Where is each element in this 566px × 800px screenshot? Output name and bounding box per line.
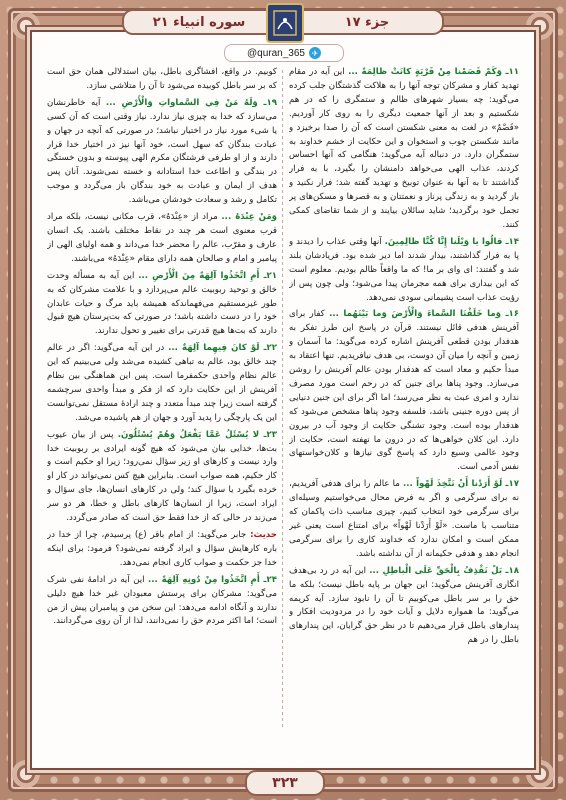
verse-heading: ۱۹ـ وَلَهُ مَنْ فِي السَّماواتِ وَالْأَرْضِ ... — [105, 97, 277, 108]
verse-heading: ۲۲ـ لَوْ كانَ فِيهِما آلِهَةٌ ... — [168, 343, 277, 354]
commentary-text: در این آیه می‌گوید: اگر در عالم چند خالق بود، عالم به تباهی کشیده می‌شد ولی می‌بینیم که این عالم نظام واحدی حکمفرما است. پس این هماهنگی بین نظام آفرینش از این حکایت دارد که از فکر و مبدأ واحدی سرچشمه گرفته است زیرا چند مبدأ متعدد و چند ارادهٔ مستقل نمی‌توانست این یک پارچگی را پدید آورد و جهان از هم پاشیده می‌شد. — [47, 343, 277, 423]
commentary-text: این آیه به مسأله وحدت خالق و توحید ربوبیت عالم می‌پردازد و با علامت مشرکان که به طور غیرمستقیم می‌فهماندکه همیشه باید مرگ و حیات عابدان خود را در دست داشته باشد؛ در صورتی که بت‌پرستان هیچ قبول دارند که بت‌ها هیچ قدرتی برای تغییر و تحول ندارند. — [47, 270, 277, 337]
commentary-text: کفار برای آفرینش هدفی قائل نیستند. قرآن در پاسخ این طرز تفکر به هدفدار بودن قطعی آفرینش اشاره کرده می‌گوید: ما آسمان و زمین و آنچه را میان آن دوست، بی هدف نیافریدیم. تنها اعتقاد به مبدأ حکیم و معاد است که هدفدار بودن عالم آفرینش را روشن می‌سازد. وجود پناها برای جنین که در رحم است مورد مصرف ندارد و امری عبث به نظر می‌رسد؛ اما اگر برای این جنین دنیایی از پس دوره جنینی باشد، فلسفه وجود پناها مشخص می‌شود که هدفدار بوده است. وجود تشنگی حکایت از وجود آب در بیرون دارد. این کلان خواهی‌ها که در درون ما نهفته است، حکایت از وجود عالمی وسیع دارد که پاسخ گوی نیازها و کلان‌خواستهای نفس آدمی است. — [289, 309, 519, 473]
commentary-text: این آیه در رد بی‌هدف انگاری آفرینش می‌گوید: این جهان بر پایه باطل نیست؛ بلکه ما حق را بر سر باطل می‌کوبیم تا آن را نابود سازد. آیه کریمه می‌گوید: ما همواره دلایل و آیات خود را در مردودیت افکار و پندارهای باطل قرار می‌دهیم تا در نظر حق گرایان، این پندارهای باطل را در هم — [289, 565, 519, 646]
verse-heading: ۲۱ـ أَمِ اتَّخَذُوا آلِهَةً مِنَ الْأَرْضِ ... — [138, 270, 277, 281]
left-column — [47, 66, 277, 734]
verse-heading: حدیث: — [250, 530, 277, 540]
commentary-text: ما عالم را برای هدفی آفریدیم، نه برای سرگرمی و اگر به فرض محال می‌خواستیم وسیله‌ای برای سرگرمی خود انتخاب کنیم، چیزی مناسب ذات پاکمان که متناسب با ماست. «لَوْ أَرَدْنا لَهْواً» برای امتناع است یعنی غیر ممکن است و امکان ندارد که خداوند کاری را برای سرگرمی انجام دهد و هدفی حکیمانه از آن نداشته باشد. — [289, 479, 519, 559]
commentary-text: این آیه در ادامهٔ نفی شرک می‌گوید: مشرکان برای پرستش معبودان غیر خدا هیچ دلیلی ندارند و آنگاه ادامه می‌دهد: این سخن من و پیامبران پیش از من است؛ اما اکثر مردم حق را نمی‌دانند، لذا از آن روی می‌گردانند. — [47, 574, 277, 627]
commentary-text: این آیه در مقام تهدید کفار و مشرکان توجه آنها را به هلاکت گذشتگان جلب کرده می‌گوید: چه بسیار شهرهای ظالم و ستمگری را که در هم شکستیم و بعد از آنها جمعیت دیگری را به روی کار آوردیم. «قَصْمٌ» در لغت به معنی شکستن است که آن را صدا برخیزد و مانند شکستن چوب و استخوان و این حکایت از خشم خداوند به ستمگران دارد. در دنباله آیه می‌گوید: هنگامی که آنها احساس کردند، عذاب الهی می‌خواهد دامنشان را بگیرد، با به فرار گذاشتند تا به آنها به عنوان توبیخ و تهدید گفته شد: فرار نکنید و باز گردید و به زندگی پرناز و نعمتتان و به قصرها و مسکن‌های پر تجمل خود برگردید؛ شاید سائلان بیایند و از شما تقاضای کمکی کنند. — [289, 67, 519, 230]
commentary-paragraph — [47, 211, 277, 267]
verse-heading: ۲۳ـ لا يُسْئَلُ عَمَّا يَفْعَلُ وَهُمْ يُسْئَلُونَ. — [117, 429, 277, 440]
verse-heading: ۱۸ـ بَلْ نَقْذِفُ بِالْحَقِّ عَلَى الْباطِلِ ... — [369, 565, 519, 576]
commentary-paragraph — [47, 66, 277, 94]
telegram-icon: ✈ — [309, 47, 321, 59]
verse-heading: ۱۴ـ قالُوا يا وَيْلَنا إِنَّا كُنَّا ظالِمِينَ. — [384, 236, 519, 247]
verse-heading: وَمَنْ عِنْدَهُ ... — [221, 212, 277, 223]
commentary-paragraph — [289, 565, 519, 648]
verse-heading: ۱۶ـ وَما خَلَقْنَا السَّماءَ وَالْأَرْضَ وَما بَيْنَهُما ... — [329, 309, 519, 320]
telegram-handle[interactable] — [224, 44, 344, 62]
juz-label: جزء ۱۷ — [290, 9, 444, 35]
commentary-text: آنها وقتی عذاب را دیدند و پا به فرار گذاشتند، بیدار شدند اما دیر شده بود. فریادشان بلند شد و گفتند: ای وای بر ما! که ما واقعاً ظالم بودیم. معلوم است که این بیداری برای همه مجرمان پیدا می‌شود؛ ولی چون پس از رؤیت عذاب است پشیمانی سودی نمی‌دهد. — [289, 236, 519, 303]
commentary-paragraph — [289, 308, 519, 475]
emblem-icon — [266, 3, 304, 43]
commentary-text: کوبیم. در واقع، افشاگری باطل، بیان استدلالی همان حق است که بر سر باطل کوبیده می‌شود تا آن را متلاشی سازد. — [47, 67, 277, 91]
commentary-paragraph — [47, 97, 277, 208]
commentary-paragraph — [289, 478, 519, 561]
commentary-text: جابر می‌گوید: از امام باقر (ع) پرسیدم، چرا از خدا در باره کارهایش سؤال و ایراد گرفته نمی‌شود؟ فرمود: برای اینکه خدا جز حکمت و صواب کاری انجام نمی‌دهد. — [47, 530, 277, 568]
commentary-text: مراد از «عِنْدَهُ»، قرب مکانی نیست، بلکه مراد قرب معنوی است هر چند در نقاط مختلف باشند. یک انسان عارف و مقرّب، عالم را محضر خدا می‌داند و همه اولیای الهی از پیامبر و امام و صالحان همه دارای مقام «عِنْدَهُ» می‌باشند. — [47, 212, 277, 264]
at-handle-text: @quran_365 — [247, 47, 305, 59]
commentary-paragraph — [47, 270, 277, 340]
commentary-paragraph — [47, 574, 277, 630]
surah-label: سوره انبیاء ۲۱ — [122, 9, 276, 35]
right-column — [289, 66, 519, 734]
commentary-text: پس از بیان عیوب بت‌ها، خدایی بیان می‌شود که هیچ گونه ایرادی بر ربوبیت خدا وارد نیست و کارهای او زیر سؤال نمی‌رود؛ زیرا او حکیم است و کار حکیم، همه صواب است. بنابراین هیچ کس نمی‌تواند در کار او خرده بگیرد یا سؤال کند؛ ولی در کارهای انسان‌ها، جای سؤال و ایراد است، زیرا از انسان‌ها کارهای باطل و خطا، هر دو سر می‌زند در حالی که از خدا فقط حق است که صادر می‌گردد. — [47, 429, 277, 524]
page-number: ۳۲۳ — [245, 770, 325, 796]
commentary-paragraph — [47, 342, 277, 425]
commentary-paragraph — [289, 66, 519, 233]
commentary-paragraph — [289, 236, 519, 306]
verse-heading: ۱۱ـ وَكَمْ قَصَمْنا مِنْ قَرْيَةٍ كانَتْ ظالِمَةً ... — [348, 67, 519, 77]
verse-heading: ۲۴ـ أَمِ اتَّخَذُوا مِنْ دُونِهِ آلِهَةً ... — [148, 574, 277, 585]
commentary-paragraph — [47, 429, 277, 526]
column-divider — [282, 70, 283, 730]
commentary-paragraph — [47, 529, 277, 571]
verse-heading: ۱۷ـ لَوْ أَرَدْنا أَنْ نَتَّخِذَ لَهْواً ... — [402, 479, 519, 490]
commentary-text: آیه خاطرنشان می‌سازد که خدا به چیزی نیاز ندارد. نیاز وقتی است که آن کسی یا شیء مورد نیاز در اختیار نباشد؛ در صورتی که آنچه در جهان و عبادت بندگان که سهل است، خود آنها نیز در اختیار خدا قرار دارند و از او طرفی فرشتگان مکرم الهی پیوسته و بدون خستگی در بندگی و اطاعت خدا استادانه و خسته نمی‌شوند. آنان پس هدف از ایمان و عبادت به خود بندگان باز می‌گردد و موجب تکامل و رشد و سعادت خودشان می‌باشد. — [47, 97, 277, 206]
